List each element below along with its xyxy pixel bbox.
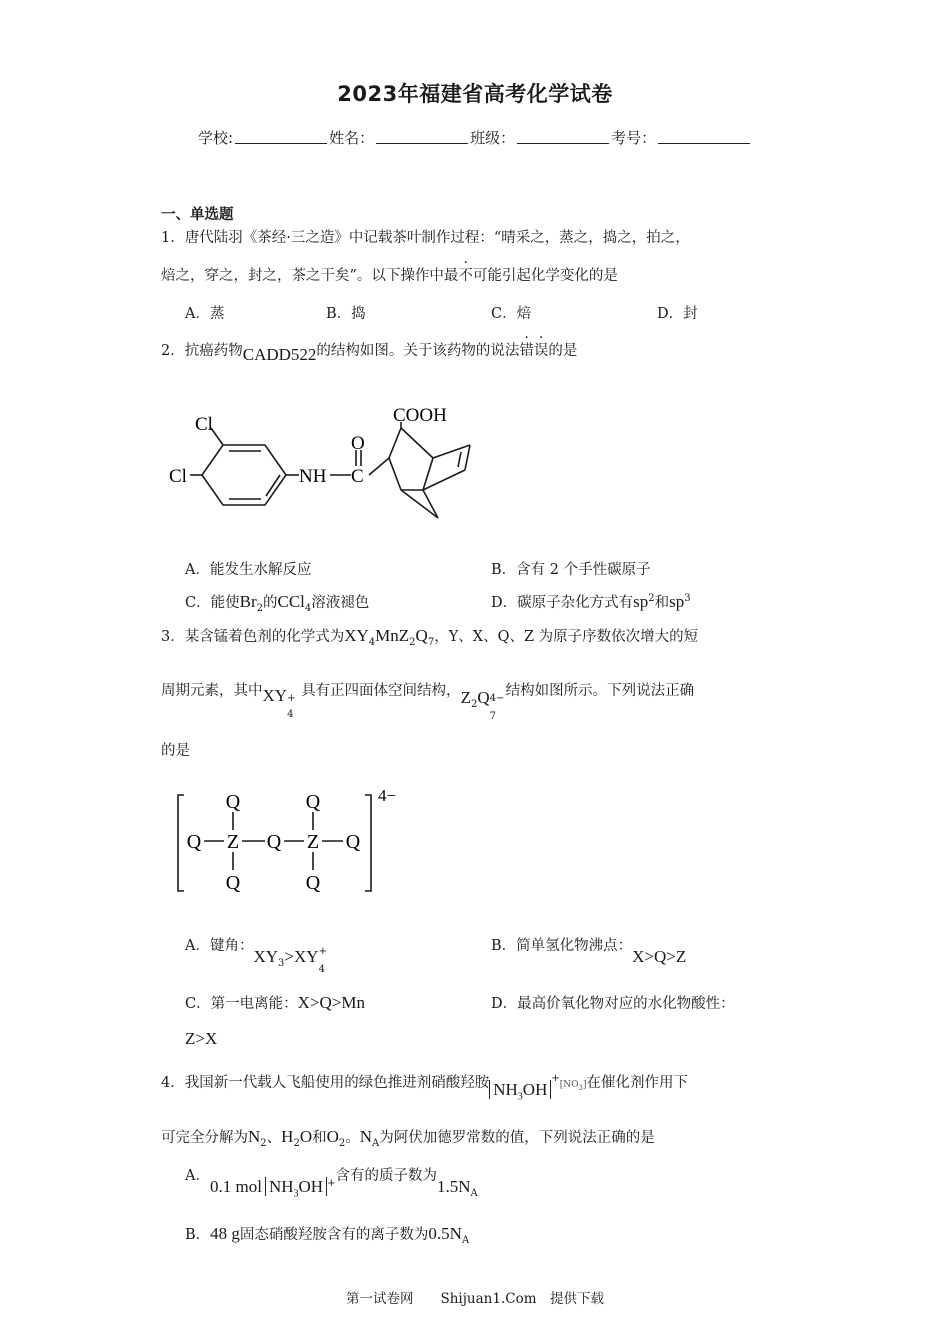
- q-atom: Q: [225, 791, 241, 813]
- q2c-ccl: CCl: [277, 592, 305, 611]
- q4-l2-pre: 可完全分解为: [161, 1130, 248, 1146]
- q4a-nh: NH: [268, 1177, 294, 1196]
- q2-post: 的是: [548, 343, 578, 359]
- q3-q7-charge: 4−: [489, 693, 505, 704]
- q2-option-d[interactable]: [491, 591, 691, 612]
- q3a-sub3: 3: [278, 957, 285, 969]
- q4-period: 。: [345, 1130, 360, 1146]
- q4-h2o-sub: 2: [293, 1137, 300, 1149]
- q3-f-xy: XY: [344, 626, 369, 645]
- q4-option-a[interactable]: [185, 1164, 478, 1200]
- q3-option-d[interactable]: D．最高价氧化物对应的水化物酸性：: [491, 996, 735, 1012]
- q4-sep: 、: [266, 1130, 282, 1146]
- q1-option-a[interactable]: A．蒸: [185, 306, 225, 322]
- q-atom: Q: [345, 831, 361, 853]
- q3-option-b[interactable]: [491, 934, 687, 966]
- charge-label: 4−: [378, 786, 397, 805]
- q3-f-mnz: MnZ: [375, 626, 410, 645]
- q4a-mid: 含有的质子数为: [335, 1168, 437, 1184]
- school-label: 学校:: [198, 129, 234, 147]
- carbonyl-c-label: C: [351, 466, 364, 487]
- q4b-amount: 48 g: [210, 1224, 240, 1243]
- q2d-sup2: 2: [648, 593, 655, 605]
- q4b-mid: 固态硝酸羟胺含有的离子数为: [239, 1227, 429, 1243]
- q1-text-a: 焙之，穿之，封之，茶之干矣”。以下操作中最: [161, 268, 459, 284]
- q2-drug-name: CADD522: [242, 345, 317, 364]
- question-1-line-2: [161, 266, 618, 286]
- q3c-val: X>Q>Mn: [297, 993, 365, 1012]
- cl-label-left: Cl: [169, 466, 187, 487]
- q4-no3: [NO: [559, 1079, 579, 1090]
- q4-h2o-o: O: [299, 1127, 313, 1146]
- q2-mid: 的结构如图。关于该药物的说法: [316, 343, 520, 359]
- q3a-plus: +: [318, 946, 327, 957]
- cooh-label: COOH: [393, 405, 447, 426]
- cl-label-top: Cl: [195, 414, 213, 435]
- q3a-sub4: 4: [318, 964, 325, 975]
- q4-n2: N: [248, 1127, 261, 1146]
- q3a-gt: >: [284, 947, 295, 966]
- q3c-pre: C．第一电离能：: [185, 996, 298, 1012]
- q2-option-b[interactable]: B．含有 2 个手性碳原子: [491, 562, 651, 578]
- class-label: 班级：: [470, 129, 516, 147]
- class-blank[interactable]: [517, 129, 609, 144]
- q4a-plus: +: [327, 1178, 336, 1190]
- q4b-pre: B．: [185, 1227, 211, 1243]
- q4-o2: O: [326, 1127, 339, 1146]
- q4-na-sub: A: [372, 1137, 380, 1149]
- q2d-sp2: sp: [633, 592, 649, 611]
- q2c-post: 溶液褪色: [311, 595, 370, 611]
- q4a-val: 1.5N: [436, 1177, 471, 1196]
- q-atom: Q: [305, 791, 321, 813]
- q2-emphasis-1: 错: [519, 343, 534, 359]
- q4-na: N: [359, 1127, 373, 1146]
- q1-emphasis: 不: [458, 268, 473, 284]
- q1-option-d[interactable]: D．封: [657, 306, 698, 322]
- q4-and: 和: [312, 1130, 327, 1146]
- nh-label: NH: [299, 466, 327, 487]
- question-1-line-1: 1．唐代陆羽《茶经·三之造》中记载茶叶制作过程：“晴采之，蒸之，捣之，拍之，: [161, 230, 690, 246]
- exam-no-label: 考号：: [611, 129, 657, 147]
- q2d-and: 和: [654, 595, 670, 611]
- q3-z2-sub: 2: [470, 698, 478, 710]
- question-3-line-2: [161, 680, 695, 722]
- q-atom: Q: [225, 872, 241, 894]
- q2d-sup3: 3: [684, 593, 691, 605]
- q4b-val: 0.5N: [428, 1224, 462, 1243]
- q2c-br: Br: [239, 592, 257, 611]
- exam-no-blank[interactable]: [658, 129, 750, 144]
- q4-l2-post: 为阿伏加德罗常数的值，下列说法正确的是: [379, 1130, 655, 1146]
- q1-option-b[interactable]: B．捣: [326, 306, 366, 322]
- question-3-line-3: 的是: [161, 743, 190, 759]
- student-info-line: [198, 127, 752, 148]
- page-title: 2023年福建省高考化学试卷: [337, 82, 613, 106]
- q4-nh: NH: [493, 1079, 518, 1099]
- q3-xy-4: 4: [287, 709, 294, 720]
- q3-l2-post: 结构如图所示。下列说法正确: [505, 683, 695, 699]
- q3-option-d-value: Z>X: [185, 1029, 218, 1048]
- q2-pre: 2．抗癌药物: [161, 343, 243, 359]
- q-atom: Q: [266, 831, 282, 853]
- carbonyl-o-label: O: [351, 433, 365, 454]
- q3a-xy3: XY: [253, 947, 279, 966]
- q4a-pre: A．: [185, 1168, 210, 1184]
- q4-o2-sub: 2: [338, 1137, 346, 1149]
- q2-option-a[interactable]: A．能发生水解反应: [185, 562, 312, 578]
- q4b-val-sub: A: [461, 1234, 470, 1246]
- q3-f-4: 4: [368, 636, 376, 648]
- section-heading: 一、单选题: [161, 207, 234, 223]
- z2q7-structure-diagram: [172, 785, 412, 897]
- q4-no3-end: ]: [582, 1079, 587, 1090]
- q3-xy: XY: [262, 686, 288, 705]
- q1-text-b: 可能引起化学变化的是: [472, 268, 618, 284]
- q3-l2-pre: 周期元素，其中: [161, 683, 263, 699]
- z-atom: Z: [226, 831, 240, 853]
- q3-post: ，Y、X、Q、Z 为原子序数依次增大的短: [434, 629, 699, 645]
- name-blank[interactable]: [376, 129, 468, 144]
- q3-l2-mid: 具有正四面体空间结构，: [301, 683, 461, 699]
- q2c-mid: 的: [262, 595, 278, 611]
- q2-option-c[interactable]: [185, 591, 369, 614]
- q3-z2: Z: [460, 688, 471, 707]
- q4-oh: OH: [522, 1079, 548, 1099]
- q4a-val-sub: A: [470, 1187, 478, 1199]
- q3-pre: 3．某含锰着色剂的化学式为: [161, 629, 345, 645]
- q2c-pre: C．能使: [185, 595, 240, 611]
- question-3-line-1: [161, 626, 698, 653]
- q3b-pre: B．简单氢化物沸点：: [491, 938, 633, 954]
- school-blank[interactable]: [235, 129, 327, 144]
- q3-option-a[interactable]: [185, 934, 333, 975]
- q4a-oh: OH: [298, 1177, 324, 1196]
- q4-pre: 4．我国新一代载人飞船使用的绿色推进剂硝酸羟胺: [161, 1074, 490, 1091]
- q1-option-c[interactable]: C．焙: [491, 306, 532, 322]
- q3-q7-sub: 7: [489, 711, 496, 722]
- q4-h2o-h: H: [281, 1127, 294, 1146]
- q3-f-7: 7: [427, 636, 435, 648]
- q4-plus: +: [551, 1073, 560, 1084]
- q3-f-2: 2: [409, 636, 416, 648]
- q4a-amount: 0.1 mol: [209, 1177, 262, 1196]
- question-4-line-2: [161, 1127, 655, 1154]
- q4-n2-sub: 2: [260, 1137, 267, 1149]
- q-atom: Q: [186, 831, 202, 853]
- q3-f-q: Q: [415, 626, 428, 645]
- q4-sub3: 3: [517, 1091, 523, 1103]
- name-label: 姓名：: [329, 129, 375, 147]
- q2d-sp3: sp: [669, 592, 685, 611]
- page-footer: 第一试卷网 Shijuan1.Com 提供下载: [345, 1291, 605, 1307]
- z-atom: Z: [306, 831, 320, 853]
- q3a-xy4: XY: [294, 947, 319, 966]
- q4-no3-sub: 3: [578, 1083, 583, 1092]
- q3b-val: X>Q>Z: [632, 947, 687, 966]
- q2d-pre: D．碳原子杂化方式有: [491, 595, 634, 611]
- q3a-pre: A．键角：: [185, 938, 254, 954]
- cadd522-structure-diagram: [165, 400, 485, 530]
- question-4-line-1: [161, 1069, 688, 1103]
- q2c-sub4: 4: [304, 602, 312, 614]
- q4-post: 在催化剂作用下: [586, 1074, 688, 1091]
- q2c-sub2: 2: [256, 602, 263, 614]
- q-atom: Q: [305, 872, 321, 894]
- q4-option-b[interactable]: [185, 1223, 469, 1246]
- q2-emphasis-2: 误: [533, 343, 549, 359]
- q4a-sub3: 3: [293, 1188, 299, 1200]
- q3-q7: Q: [477, 688, 490, 707]
- q3-xy-plus: +: [287, 693, 296, 704]
- question-2-stem: [161, 340, 578, 364]
- q3-option-c[interactable]: [185, 992, 365, 1013]
